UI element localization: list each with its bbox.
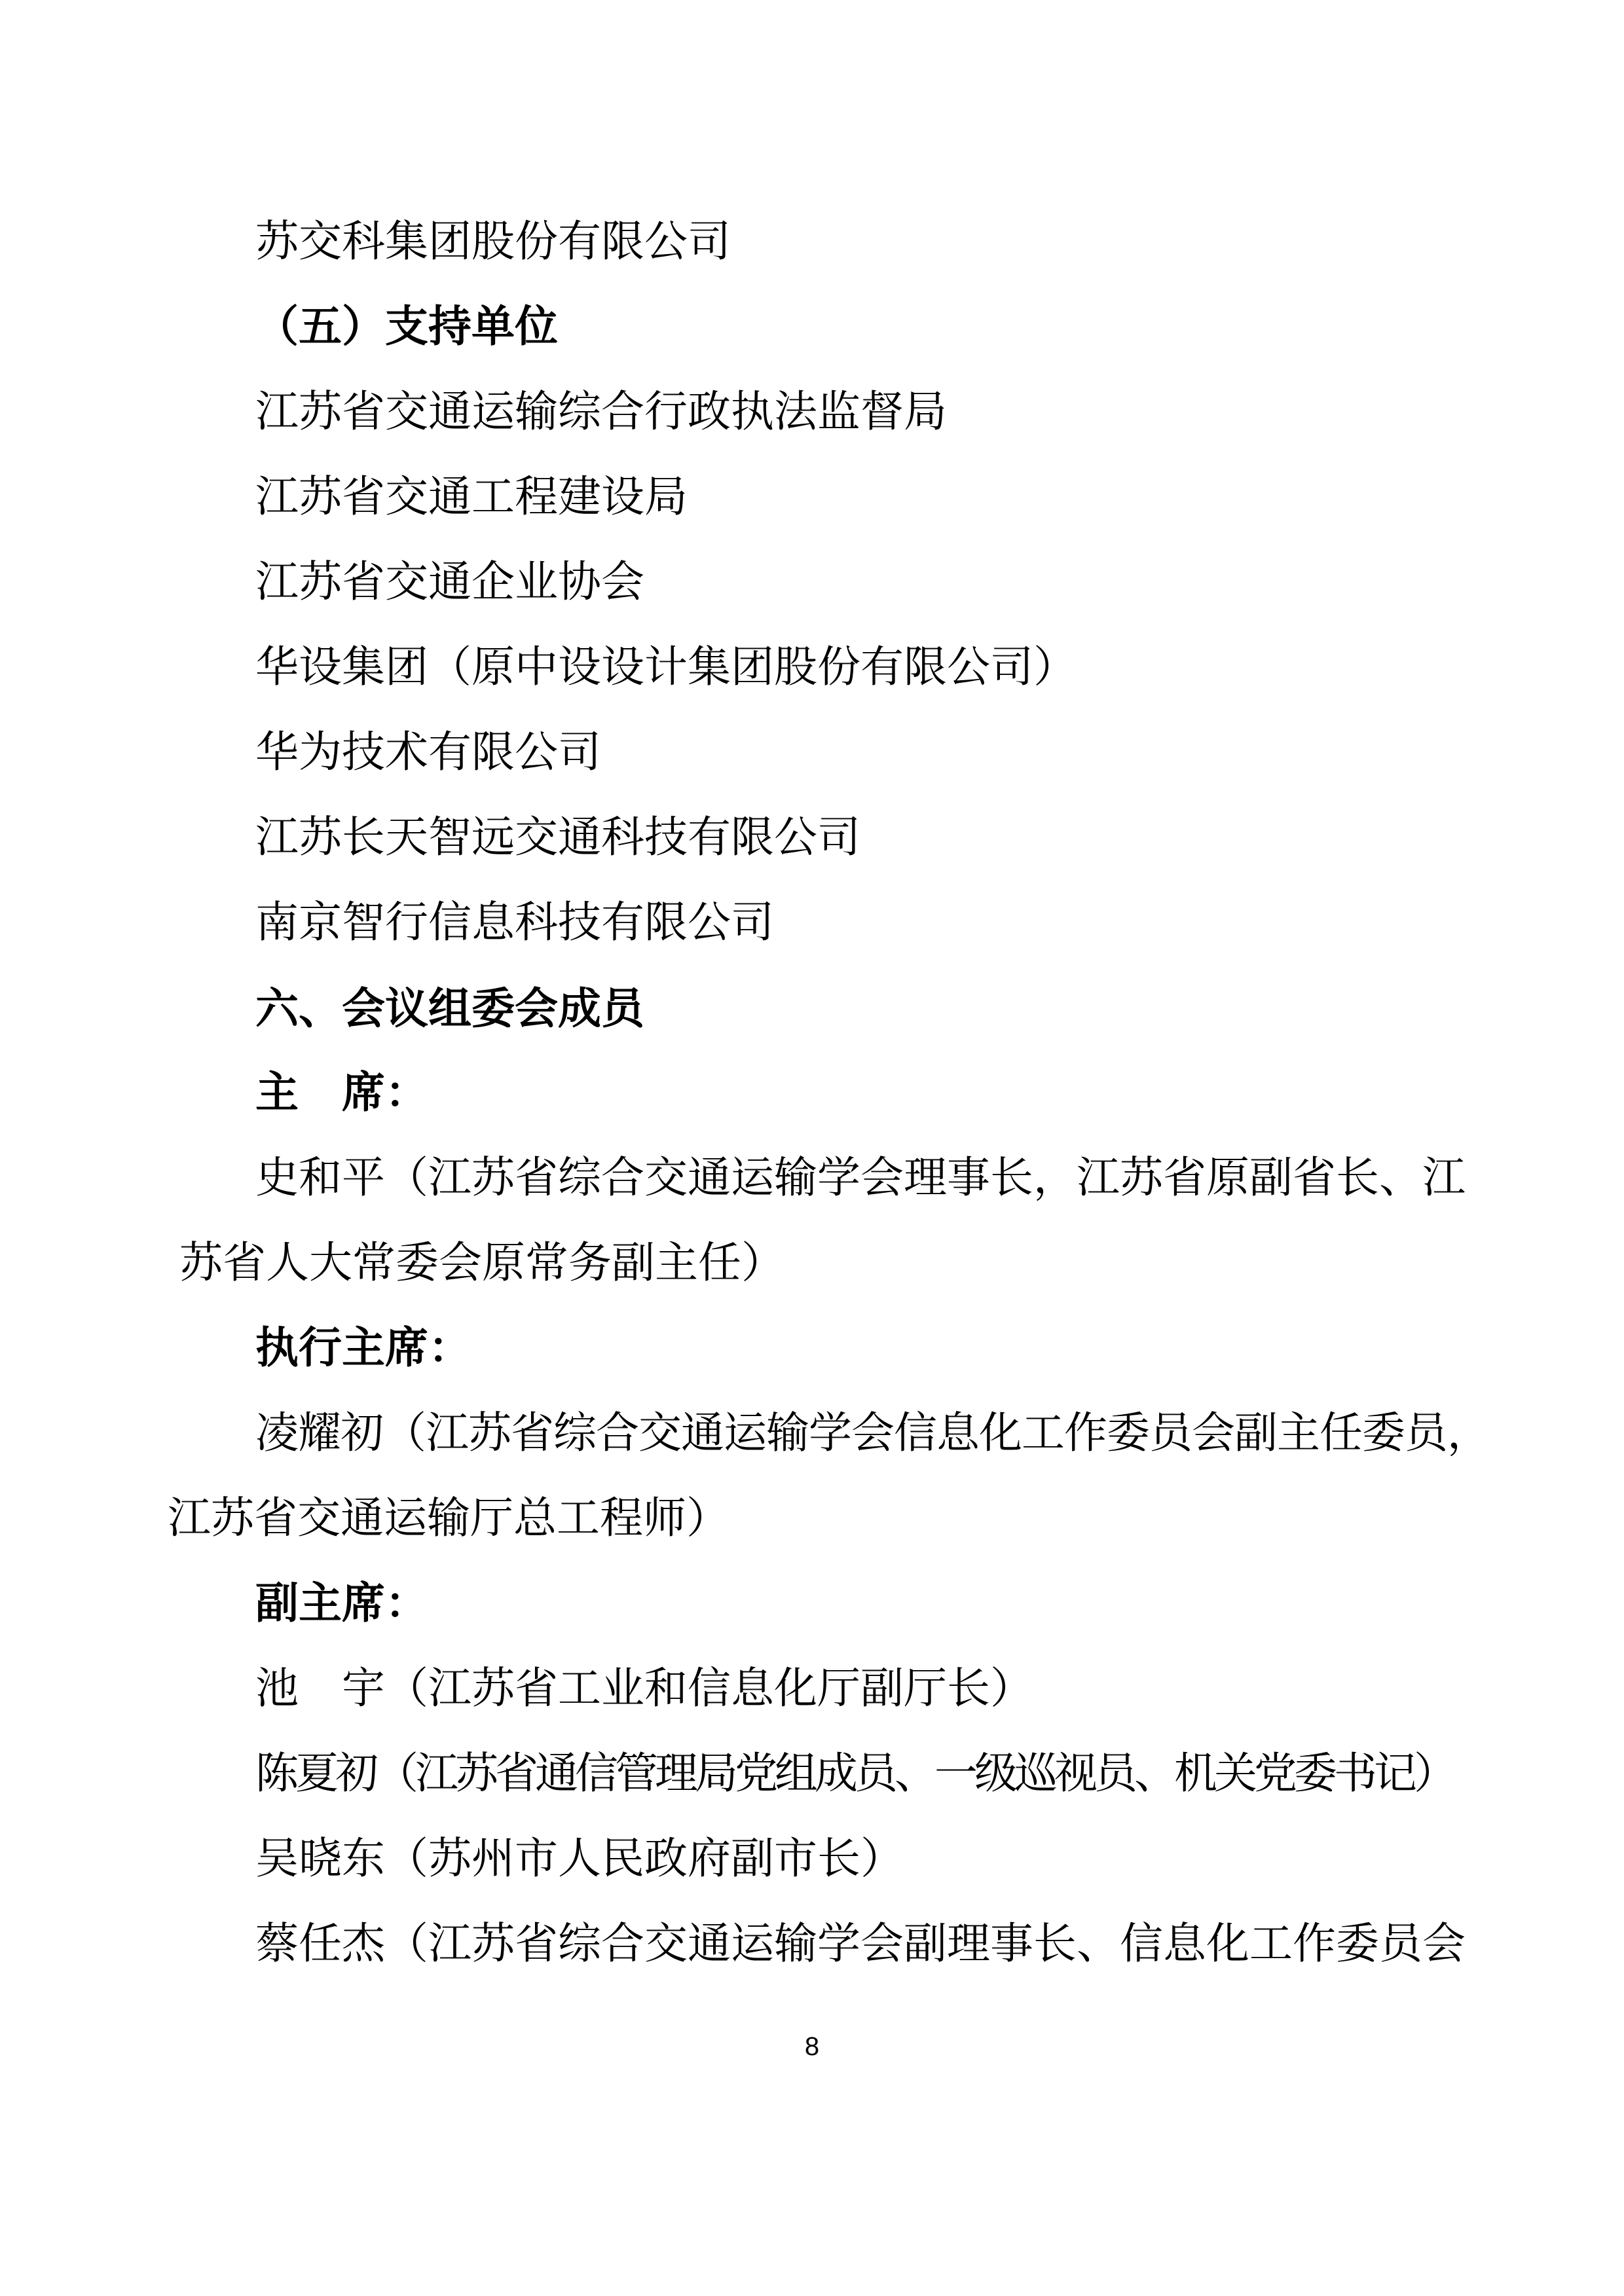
paragraph-line: 史和平（江苏省综合交通运输学会理事长，江苏省原副省长、江 [255,1154,1466,1202]
paragraph-line: 池 宇（江苏省工业和信息化厅副厅长） [255,1665,1033,1713]
role-label-chairman: 主 席： [255,1069,428,1117]
paragraph-line: 陈夏初（江苏省通信管理局党组成员、一级巡视员、机关党委书记） [255,1750,1454,1798]
paragraph-line: 吴晓东（苏州市人民政府副市长） [255,1835,904,1883]
paragraph-line: 江苏省交通工程建设局 [255,473,688,521]
paragraph-line: 苏交科集团股份有限公司 [255,218,731,266]
page-number: 8 [804,2032,820,2061]
paragraph-line: 华设集团（原中设设计集团股份有限公司） [255,644,1077,691]
subsection-heading: （五）支持单位 [255,303,558,351]
role-label-exec-chairman: 执行主席： [255,1324,471,1372]
continuation-line: 苏省人大常委会原常务副主任） [179,1239,784,1287]
role-label-vice-chairman: 副主席： [255,1580,428,1628]
paragraph-line: 江苏省交通运输综合行政执法监督局 [255,388,947,436]
paragraph-line: 凌耀初（江苏省综合交通运输学会信息化工作委员会副主任委员， [255,1410,1490,1457]
section-heading: 六、会议组委会成员 [255,984,644,1032]
document-body [168,200,1490,1987]
paragraph-line: 江苏省交通企业协会 [255,558,644,606]
paragraph-line: 南京智行信息科技有限公司 [255,899,774,947]
paragraph-line: 华为技术有限公司 [255,729,601,776]
paragraph-line: 江苏长天智远交通科技有限公司 [255,814,860,862]
paragraph-line: 蔡任杰（江苏省综合交通运输学会副理事长、信息化工作委员会 [255,1920,1466,1968]
continuation-line: 江苏省交通运输厅总工程师） [168,1495,729,1542]
